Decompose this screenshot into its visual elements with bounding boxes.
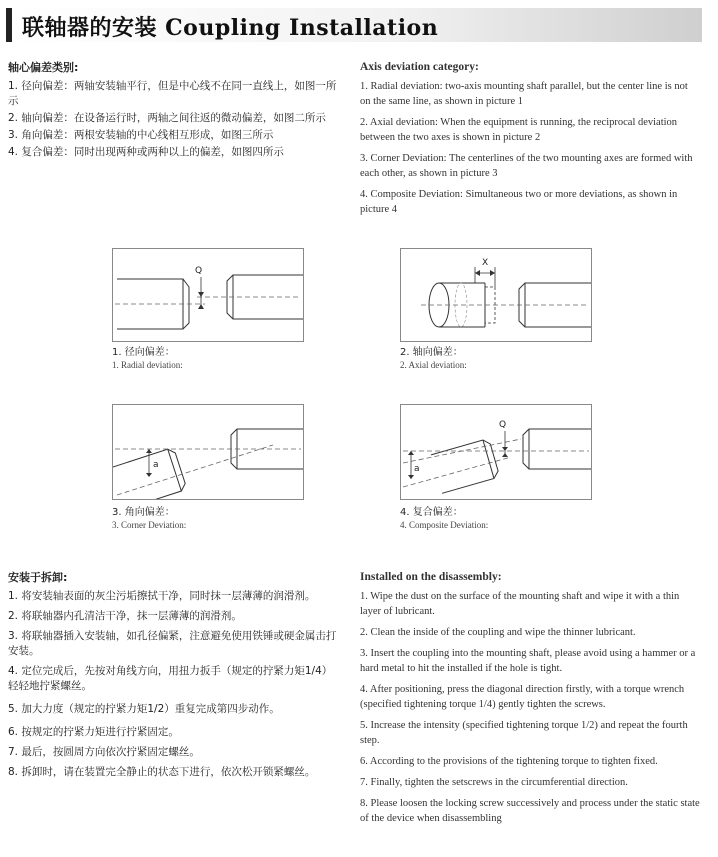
install-cn-item: 1. 将安装轴表面的灰尘污垢擦拭干净，同时抹一层薄薄的润滑剂。: [8, 590, 316, 602]
install-cn-item: 8. 拆卸时，请在装置完全静止的状态下进行，依次松开锁紧螺丝。: [8, 766, 316, 778]
figure-axial-deviation: [400, 248, 592, 342]
figure-3-a-label: a: [153, 460, 159, 470]
install-en-item: 8. Please loosen the locking screw successively and process under the static state of the device when disassembling: [360, 798, 700, 824]
axis-cn-item: 3. 角向偏差：两根安装轴的中心线相互形成，如图三所示: [8, 129, 274, 141]
figure-3-caption: [112, 506, 186, 531]
page-header: [6, 8, 702, 42]
axis-cn-item: 2. 轴向偏差：在设备运行时，两轴之间往返的微动偏差，如图二所示: [8, 112, 326, 124]
install-cn-item: 2. 将联轴器内孔清洁干净，抹一层薄薄的润滑剂。: [8, 610, 242, 622]
axis-en-item: 2. Axial deviation: When the equipment is running, the reciprocal deviation between the two axes is shown in picture 2: [360, 117, 678, 143]
figure-2-caption-cn: 2. 轴向偏差：: [400, 347, 463, 358]
install-en: [360, 570, 700, 826]
install-cn-title: 安装于拆卸:: [8, 571, 68, 584]
install-en-title: Installed on the disassembly:: [360, 571, 502, 583]
figure-4-q-label: Q: [499, 420, 507, 430]
axis-deviation-en: [360, 60, 700, 223]
install-en-item: 6. According to the provisions of the tightening torque to tighten fixed.: [360, 756, 658, 767]
axis-cn-item: 4. 复合偏差：同时出现两种或两种以上的偏差，如图四所示: [8, 146, 284, 158]
figure-1-caption-cn: 1. 径向偏差：: [112, 347, 175, 358]
figure-1-caption-en: 1. Radial deviation:: [112, 360, 183, 370]
install-cn-item: 6. 按规定的拧紧力矩进行拧紧固定。: [8, 726, 179, 738]
axis-en-item: 3. Corner Deviation: The centerlines of the two mounting axes are formed with each other, as shown in picture 3: [360, 153, 693, 179]
install-en-item: 7. Finally, tighten the setscrews in the circumferential direction.: [360, 777, 628, 788]
figure-4-a-label: a: [414, 464, 420, 474]
figure-1-q-label: Q: [195, 266, 203, 276]
install-en-item: 3. Insert the coupling into the mounting shaft, please avoid using a hammer or a hard metal to hit the installed if the hole is tight.: [360, 648, 696, 674]
axis-cn-item: 1. 径向偏差：两轴安装轴平行，但是中心线不在同一直线上，如图一所示: [8, 80, 337, 107]
figure-1-caption: [112, 346, 183, 371]
axis-deviation-en-title: Axis deviation category:: [360, 61, 479, 73]
axis-en-item: 1. Radial deviation: two-axis mounting shaft parallel, but the center line is not on the same line, as shown in picture 1: [360, 81, 688, 107]
axis-deviation-cn-title: 轴心偏差类别:: [8, 61, 79, 74]
install-cn-item: 3. 将联轴器插入安装轴，如孔径偏紧，注意避免使用铁锤或硬金属击打安装。: [8, 630, 337, 657]
install-en-item: 5. Increase the intensity (specified tightening torque 1/2) and repeat the fourth step.: [360, 720, 688, 746]
figure-2-caption-en: 2. Axial deviation:: [400, 360, 467, 370]
figure-3-caption-en: 3. Corner Deviation:: [112, 520, 187, 530]
install-cn-item: 5. 加大力度（规定的拧紧力矩1/2）重复完成第四步动作。: [8, 703, 280, 715]
figure-4-caption-cn: 4. 复合偏差：: [400, 507, 463, 518]
axis-deviation-cn: [8, 60, 338, 162]
figure-corner-deviation: [112, 404, 304, 500]
install-en-item: 4. After positioning, press the diagonal direction firstly, with a torque wrench (specified tightening torque 1/4) gently tighten the screws.: [360, 684, 685, 710]
figure-4-caption-en: 4. Composite Deviation:: [400, 520, 489, 530]
axis-en-item: 4. Composite Deviation: Simultaneous two or more deviations, as shown in picture 4: [360, 189, 678, 215]
figure-3-caption-cn: 3. 角向偏差：: [112, 507, 175, 518]
figure-radial-deviation: [112, 248, 304, 342]
page-title: 联轴器的安装 Coupling Installation: [22, 15, 439, 41]
install-cn-item: 4. 定位完成后，先按对角线方向，用扭力扳手（规定的拧紧力矩1/4）轻轻地拧紧螺丝。: [8, 665, 333, 692]
install-cn-item: 7. 最后，按圆周方向依次拧紧固定螺丝。: [8, 746, 200, 758]
figure-2-x-label: X: [482, 258, 489, 268]
figure-composite-deviation: [400, 404, 592, 500]
install-cn: [8, 570, 338, 782]
install-en-item: 2. Clean the inside of the coupling and wipe the thinner lubricant.: [360, 627, 636, 638]
figure-4-caption: [400, 506, 488, 531]
install-en-item: 1. Wipe the dust on the surface of the mounting shaft and wipe it with a thin layer of lubricant.: [360, 591, 680, 617]
figure-2-caption: [400, 346, 467, 371]
